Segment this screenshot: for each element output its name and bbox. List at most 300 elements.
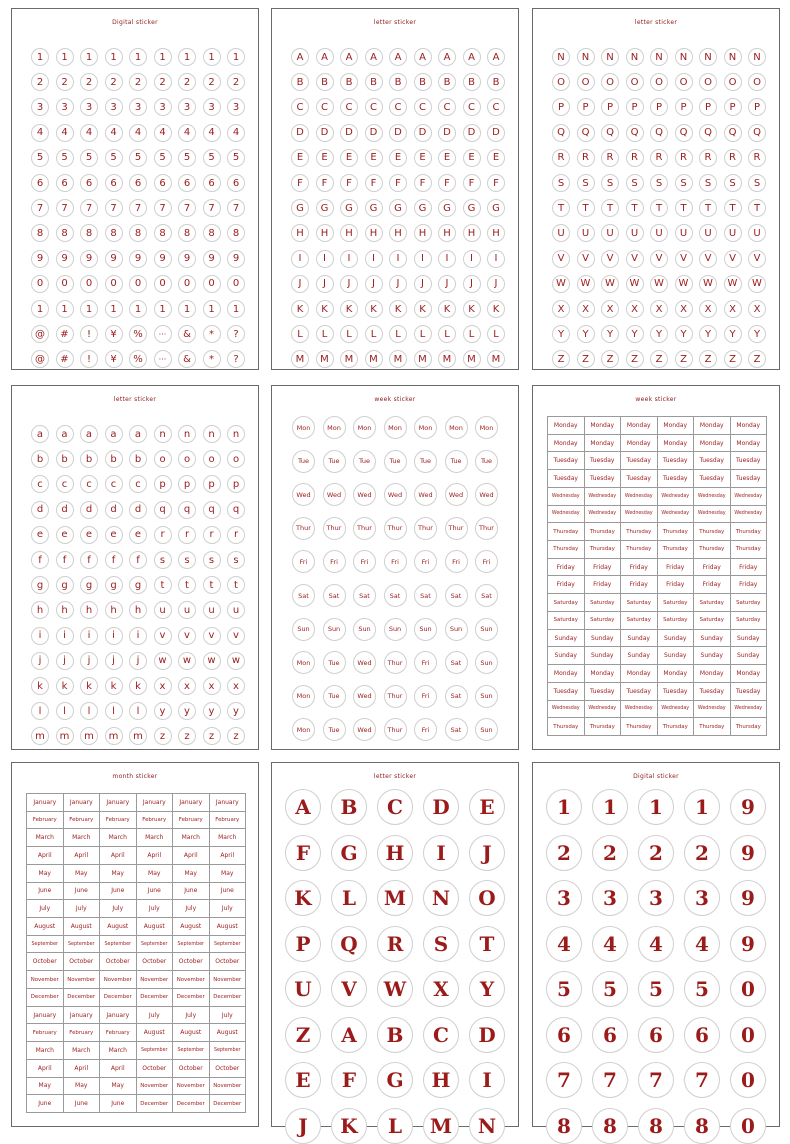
sticker-circle: 5 [129,149,147,167]
sticker-circle: i [105,627,123,645]
table-cell: February [100,1024,137,1042]
table-cell: Tuesday [658,683,695,701]
sticker-circle: f [31,551,49,569]
sticker-circle: Wed [353,718,376,741]
sticker-circle: X [626,300,644,318]
sticker-circle: H [463,224,481,242]
sticker-circle: 7 [31,199,49,217]
table-cell: Monday [621,417,658,435]
sticker-circle: y [227,702,245,720]
sticker-circle: E [487,149,505,167]
sticker-circle: R [699,149,717,167]
sticker-circle: 0 [80,275,98,293]
table-cell: November [100,971,137,989]
table-cell: May [64,1078,101,1096]
sticker-circle: Z [626,350,644,368]
sticker-circle: F [389,174,407,192]
sticker-circle: Q [577,124,595,142]
sticker-circle: I [487,250,505,268]
table-cell: November [64,971,101,989]
table-cell: July [27,900,64,918]
sticker-circle: A [340,48,358,66]
sticker-circle: 5 [684,971,720,1007]
table-cell: March [173,829,210,847]
sticker-circle: Fri [384,550,407,573]
sticker-circle: E [291,149,309,167]
table-cell: August [137,1024,174,1042]
table-cell: Saturday [585,594,622,612]
sticker-circle: 0 [730,971,766,1007]
table-cell: September [210,936,247,954]
sticker-circle: 5 [203,149,221,167]
sticker-circle: ¥ [105,350,123,368]
table-cell: Friday [548,576,585,594]
sticker-circle: 4 [80,124,98,142]
table-cell: November [173,971,210,989]
table-cell: Monday [694,417,731,435]
sticker-circle: K [331,1108,367,1144]
sticker-circle: b [31,450,49,468]
sticker-circle: G [438,199,456,217]
sticker-circle: p [203,475,221,493]
table-cell: June [64,1095,101,1113]
sticker-circle: 8 [203,224,221,242]
table-cell: Monday [585,417,622,435]
sticker-circle: Y [650,325,668,343]
sticker-circle: N [699,48,717,66]
sticker-circle: T [469,926,505,962]
sticker-circle: 5 [56,149,74,167]
table-cell: Tuesday [621,452,658,470]
sticker-circle: J [469,835,505,871]
sticker-circle: B [463,73,481,91]
sticker-circle: e [56,526,74,544]
sticker-circle: Sat [445,584,468,607]
table-cell: September [100,936,137,954]
sticker-circle: Mon [353,416,376,439]
table-cell: Tuesday [731,470,768,488]
sticker-circle: D [487,124,505,142]
sticker-circle: U [748,224,766,242]
sticker-circle: S [626,174,644,192]
sticker-circle: m [56,727,74,745]
sticker-circle: 2 [684,835,720,871]
table-cell: June [27,883,64,901]
sticker-circle: P [724,98,742,116]
sticker-circle: H [414,224,432,242]
sticker-circle: Thur [445,517,468,540]
sticker-circle: # [56,325,74,343]
sticker-circle: 9 [178,250,196,268]
table-cell: Tuesday [621,470,658,488]
sticker-circle: D [340,124,358,142]
sticker-circle: S [699,174,717,192]
sticker-circle: 0 [227,275,245,293]
sticker-circle: N [552,48,570,66]
sticker-circle: i [56,627,74,645]
sticker-circle: ? [227,325,245,343]
table-cell: January [64,1007,101,1025]
sticker-circle: Sun [323,618,346,641]
sticker-circle: 5 [31,149,49,167]
sticker-circle: o [203,450,221,468]
sticker-circle: Mon [292,718,315,741]
table-cell: September [210,1042,247,1060]
sticker-circle: Q [331,926,367,962]
sticker-circle: P [626,98,644,116]
sticker-circle: P [748,98,766,116]
table-cell: Thursday [658,541,695,559]
sticker-circle: & [178,325,196,343]
sticker-circle: 8 [31,224,49,242]
sticker-circle: ! [80,350,98,368]
sticker-table [547,416,767,736]
sticker-circle: 0 [31,275,49,293]
sticker-circle: o [227,450,245,468]
sheet-title: Digital sticker [633,773,679,780]
sticker-circle: 2 [227,73,245,91]
sticker-circle: Thur [384,517,407,540]
sticker-circle: N [724,48,742,66]
sticker-circle: U [601,224,619,242]
sticker-circle: 9 [730,789,766,825]
sticker-circle: O [724,73,742,91]
sticker-circle: 2 [31,73,49,91]
sticker-circle: 0 [105,275,123,293]
sticker-circle: P [699,98,717,116]
sticker-circle: Sat [475,584,498,607]
table-cell: Thursday [548,718,585,736]
sticker-circle: j [31,652,49,670]
table-cell: Sunday [658,630,695,648]
sticker-circle: V [748,250,766,268]
sticker-sheet [271,385,519,750]
sticker-sheet [11,385,259,750]
sticker-circle: s [178,551,196,569]
table-cell: May [210,865,247,883]
sticker-circle: G [487,199,505,217]
sticker-circle: 1 [56,48,74,66]
sticker-circle: w [178,652,196,670]
sticker-circle: 2 [80,73,98,91]
sticker-circle: s [227,551,245,569]
sticker-circle: Wed [414,483,437,506]
sheet-title: month sticker [112,773,158,780]
sticker-circle: Thur [353,517,376,540]
table-cell: Friday [585,576,622,594]
sticker-circle: C [340,98,358,116]
sticker-circle: R [626,149,644,167]
sticker-circle: V [724,250,742,268]
sticker-circle: Tue [414,450,437,473]
sticker-circle: T [724,199,742,217]
sticker-circle: O [577,73,595,91]
sticker-circle: T [601,199,619,217]
sticker-circle: 7 [56,199,74,217]
sticker-circle: Q [626,124,644,142]
sticker-circle: I [414,250,432,268]
sticker-circle: k [105,677,123,695]
sticker-circle: Z [699,350,717,368]
sticker-circle: L [487,325,505,343]
sticker-circle: d [56,501,74,519]
table-cell: August [100,918,137,936]
sticker-circle: B [365,73,383,91]
table-cell: December [210,1095,247,1113]
sticker-circle: ¥ [105,325,123,343]
sticker-circle: M [487,350,505,368]
sticker-circle: Tue [323,685,346,708]
sticker-circle: g [105,576,123,594]
sticker-circle: F [414,174,432,192]
sticker-circle: K [487,300,505,318]
table-cell: Sunday [621,630,658,648]
sticker-circle: S [675,174,693,192]
sticker-circle: Sun [292,618,315,641]
sticker-circle: J [285,1108,321,1144]
sticker-circle: F [365,174,383,192]
sticker-circle: i [31,627,49,645]
sticker-circle: 9 [31,250,49,268]
sticker-circle: S [423,926,459,962]
sticker-sheet [532,762,780,1138]
sticker-circle: i [129,627,147,645]
sticker-circle: 3 [592,880,628,916]
sticker-circle: K [291,300,309,318]
sticker-circle: % [129,350,147,368]
table-cell: Friday [621,576,658,594]
sticker-circle: Mon [475,416,498,439]
sticker-circle: R [377,926,413,962]
sticker-circle: Thur [475,517,498,540]
sticker-circle: a [129,425,147,443]
table-cell: February [173,812,210,830]
sticker-circle: H [340,224,358,242]
sticker-circle: W [699,275,717,293]
sticker-circle: E [469,789,505,825]
sticker-circle: h [56,601,74,619]
sticker-circle: 1 [105,48,123,66]
table-cell: Friday [694,576,731,594]
sticker-circle: 8 [227,224,245,242]
table-cell: October [100,953,137,971]
table-cell: Saturday [621,594,658,612]
sticker-circle: m [80,727,98,745]
sticker-circle: F [331,1062,367,1098]
sticker-circle: c [105,475,123,493]
table-cell: April [64,1060,101,1078]
sticker-circle: Sat [445,718,468,741]
sticker-circle: K [463,300,481,318]
sticker-circle: o [154,450,172,468]
sticker-circle: V [699,250,717,268]
sticker-circle: J [291,275,309,293]
sheet-title: Digital sticker [112,19,158,26]
table-cell: November [137,1078,174,1096]
sticker-circle: g [56,576,74,594]
sticker-circle: 7 [638,1062,674,1098]
sticker-circle: n [227,425,245,443]
sticker-circle: I [438,250,456,268]
sticker-circle: A [414,48,432,66]
table-cell: Tuesday [731,683,768,701]
sticker-circle: A [487,48,505,66]
sticker-circle: Fri [414,651,437,674]
sticker-circle: W [626,275,644,293]
sticker-circle: T [699,199,717,217]
sticker-circle: 1 [592,789,628,825]
sheet-title: letter sticker [373,773,417,780]
sticker-circle: j [56,652,74,670]
sticker-circle: p [227,475,245,493]
table-cell: Thursday [694,523,731,541]
table-cell: Thursday [621,541,658,559]
table-cell: January [173,794,210,812]
table-cell: Thursday [621,718,658,736]
sticker-circle: A [463,48,481,66]
sticker-circle: T [577,199,595,217]
sticker-circle: f [105,551,123,569]
table-cell: Sunday [548,630,585,648]
sticker-circle: Fri [414,718,437,741]
sticker-sheet [271,8,519,370]
sticker-circle: E [285,1062,321,1098]
sticker-circle: Z [552,350,570,368]
sticker-circle: 6 [203,174,221,192]
sticker-circle: B [377,1017,413,1053]
sticker-circle: 0 [730,1062,766,1098]
sticker-circle: 1 [31,300,49,318]
sticker-circle: 3 [203,98,221,116]
sticker-circle: Fri [414,550,437,573]
table-cell: Saturday [621,612,658,630]
sticker-circle: 2 [592,835,628,871]
sticker-circle: p [154,475,172,493]
sticker-circle: 4 [203,124,221,142]
table-cell: Saturday [585,612,622,630]
sticker-circle: K [438,300,456,318]
sticker-circle: W [601,275,619,293]
sticker-circle: A [331,1017,367,1053]
sticker-circle: O [552,73,570,91]
table-cell: May [27,1078,64,1096]
table-cell: Saturday [548,594,585,612]
sticker-circle: O [675,73,693,91]
sticker-circle: 1 [227,48,245,66]
sticker-circle: Sat [414,584,437,607]
table-cell: September [173,936,210,954]
sticker-circle: E [340,149,358,167]
sticker-circle: F [463,174,481,192]
table-cell: Thursday [694,541,731,559]
sticker-circle: Z [748,350,766,368]
sticker-circle: 0 [178,275,196,293]
sticker-circle: V [675,250,693,268]
table-cell: Thursday [585,541,622,559]
sticker-circle: 6 [154,174,172,192]
table-cell: Wednesday [621,488,658,506]
sticker-circle: V [331,971,367,1007]
sticker-circle: q [178,501,196,519]
sticker-circle: e [80,526,98,544]
sticker-circle: I [316,250,334,268]
sticker-circle: h [129,601,147,619]
sticker-circle: Mon [323,416,346,439]
sticker-circle: Tue [323,718,346,741]
table-cell: August [64,918,101,936]
sticker-circle: Q [650,124,668,142]
sticker-circle: 7 [178,199,196,217]
table-cell: May [137,865,174,883]
sticker-circle: 3 [105,98,123,116]
sticker-circle: R [577,149,595,167]
table-cell: Thursday [694,718,731,736]
sticker-circle: P [577,98,595,116]
sticker-circle: C [377,789,413,825]
table-cell: March [137,829,174,847]
sticker-circle: n [178,425,196,443]
sticker-circle: 8 [178,224,196,242]
sticker-circle: Z [601,350,619,368]
sticker-circle: L [389,325,407,343]
table-cell: August [210,918,247,936]
sticker-circle: F [316,174,334,192]
sticker-circle: 0 [129,275,147,293]
sticker-circle: r [203,526,221,544]
sticker-circle: B [331,789,367,825]
table-cell: July [64,900,101,918]
sticker-circle: S [577,174,595,192]
sticker-circle: L [331,880,367,916]
sticker-circle: Fri [414,685,437,708]
sticker-circle: N [601,48,619,66]
table-cell: Tuesday [548,470,585,488]
sticker-circle: v [203,627,221,645]
table-cell: November [210,1078,247,1096]
sticker-circle: Mon [445,416,468,439]
sticker-circle: E [438,149,456,167]
sticker-circle: & [178,350,196,368]
sticker-circle: V [650,250,668,268]
sticker-circle: 7 [684,1062,720,1098]
sticker-circle: 8 [56,224,74,242]
table-cell: July [210,1007,247,1025]
sticker-circle: F [285,835,321,871]
sticker-circle: W [577,275,595,293]
table-cell: April [210,847,247,865]
sticker-circle: g [80,576,98,594]
table-cell: Monday [548,435,585,453]
sticker-circle: Thur [384,685,407,708]
sticker-circle: I [469,1062,505,1098]
sticker-circle: 2 [105,73,123,91]
sticker-circle: Fri [292,550,315,573]
sticker-circle: 7 [546,1062,582,1098]
sticker-circle: O [469,880,505,916]
table-cell: October [64,953,101,971]
sticker-circle: 8 [154,224,172,242]
table-cell: Monday [621,435,658,453]
sticker-circle: Tue [353,450,376,473]
sticker-circle: p [178,475,196,493]
sticker-circle: H [316,224,334,242]
sticker-circle: G [377,1062,413,1098]
sticker-circle: B [340,73,358,91]
table-cell: Wednesday [731,506,768,524]
sticker-circle: P [675,98,693,116]
table-cell: Wednesday [585,506,622,524]
table-cell: August [27,918,64,936]
